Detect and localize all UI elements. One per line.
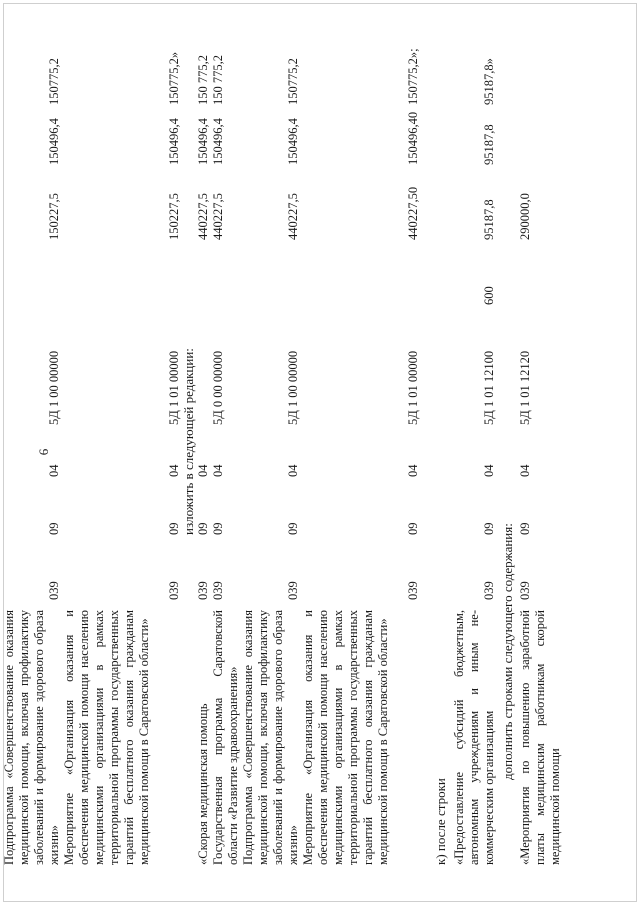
row-code: 039: [196, 581, 210, 600]
row-code: 039: [286, 581, 300, 600]
row-target-article: 5Д 1 01 12120: [518, 350, 532, 425]
row-section: 09: [406, 522, 420, 535]
row-sum-2: 150496,4: [167, 118, 181, 165]
row-code: 039: [211, 581, 225, 600]
row-target-article: 5Д 1 01 00000: [406, 350, 420, 425]
row-section: 09: [286, 522, 300, 535]
row-sum-3: 150 775,2: [196, 55, 210, 105]
row-sum-1: 440227,5: [196, 193, 210, 240]
row-subsection: 04: [196, 464, 210, 477]
row-description: «Предоставление субсидий бюджетным, автономным учреждениям и иным некоммерческим организациям: [452, 610, 496, 865]
row-subsection: 04: [211, 464, 225, 477]
row-section: 09: [211, 522, 225, 535]
row-subsection: 04: [167, 464, 181, 477]
rotated-document-body: [0, 45, 640, 865]
row-section: 09: [518, 522, 532, 535]
row-description: Подпрограмма «Совершенствование оказания медицинской помощи, включая профилактику заболеваний и формирование здорового образа жизни»: [2, 610, 61, 865]
row-expense-type: 600: [482, 286, 496, 305]
row-section: 09: [167, 522, 181, 535]
row-description: «Мероприятия по повышению заработной платы медицинским работникам скорой медицинской помощи: [518, 610, 562, 865]
row-code: 039: [47, 581, 61, 600]
row-section: 09: [482, 522, 496, 535]
row-code: 039: [482, 581, 496, 600]
row-sum-3: 95187,8»: [482, 58, 496, 105]
row-subsection: 04: [286, 464, 300, 477]
row-target-article: 5Д 1 00 00000: [286, 350, 300, 425]
row-sum-3: 150 775,2: [211, 55, 225, 105]
row-subsection: 04: [47, 464, 61, 477]
row-description: Подпрограмма «Совершенствование оказания медицинской помощи, включая профилактику заболеваний и формирование здорового образа жизни»: [241, 610, 300, 865]
row-sum-2: 150496,4: [196, 118, 210, 165]
row-description: Мероприятие «Организация оказания и обеспечения медицинской помощи населению медицинскими организациями в рамках территориальной программы государственных гарантий бесплатного оказания гражданам медицинской помощи в Саратовской области»: [301, 610, 390, 865]
row-description: «Скорая медицинская помощь: [196, 703, 210, 865]
row-sum-1: 440227,5: [286, 193, 300, 240]
row-section: 09: [196, 522, 210, 535]
row-target-article: 5Д 1 01 12100: [482, 350, 496, 425]
row-sum-3: 150775,2: [286, 58, 300, 105]
row-sum-1: 150227,5: [47, 193, 61, 240]
row-description: Государственная программа Саратовской области «Развитие здравоохранения»: [211, 610, 240, 865]
row-sum-1: 440227,5: [211, 193, 225, 240]
row-code: 039: [406, 581, 420, 600]
row-sum-3: 150775,2»;: [406, 48, 420, 105]
row-target-article: 5Д 1 00 00000: [47, 350, 61, 425]
row-sum-1: 150227,5: [167, 193, 181, 240]
row-sum-2: 95187,8: [482, 124, 496, 165]
instruction-text: изложить в следующей редакции:: [181, 348, 196, 535]
row-subsection: 04: [482, 464, 496, 477]
row-target-article: 5Д 0 00 00000: [211, 350, 225, 425]
row-sum-1: 290000,0: [518, 193, 532, 240]
row-sum-2: 150496,40: [406, 111, 420, 165]
page-number: 6: [36, 448, 51, 456]
row-target-article: 5Д 1 01 00000: [167, 350, 181, 425]
row-sum-3: 150775,2: [47, 58, 61, 105]
row-sum-3: 150775,2»: [167, 51, 181, 105]
row-subsection: 04: [518, 464, 532, 477]
row-section: 09: [47, 522, 61, 535]
instruction-text: к) после строки: [433, 778, 448, 865]
row-sum-1: 440227,50: [406, 186, 420, 240]
row-sum-2: 150496,4: [211, 118, 225, 165]
row-sum-2: 150496,4: [286, 118, 300, 165]
row-sum-1: 95187,8: [482, 199, 496, 240]
row-code: 039: [518, 581, 532, 600]
row-code: 039: [167, 581, 181, 600]
instruction-text: дополнить строками следующего содержания:: [500, 523, 515, 780]
row-subsection: 04: [406, 464, 420, 477]
row-description: Мероприятие «Организация оказания и обеспечения медицинской помощи населению медицинскими организациями в рамках территориальной программы государственных гарантий бесплатного оказания гражданам медицинской помощи в Саратовской области»: [62, 610, 151, 865]
row-sum-2: 150496,4: [47, 118, 61, 165]
